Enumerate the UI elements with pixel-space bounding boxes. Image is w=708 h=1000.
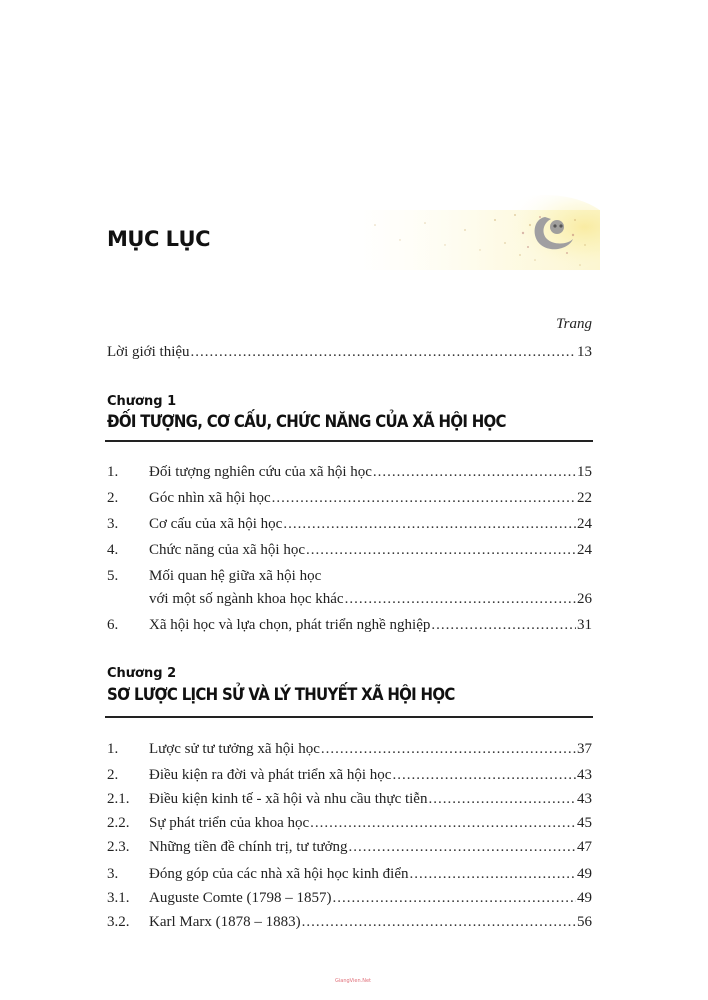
toc-entry-number: 6. — [107, 617, 119, 633]
toc-entry-page: 31 — [577, 617, 592, 633]
toc-entry-number: 3.2. — [107, 914, 130, 930]
watermark-text: GiangVien.Net — [335, 978, 371, 984]
chapter-2-divider — [105, 716, 593, 718]
toc-entry-label: Karl Marx (1878 – 1883) — [149, 914, 301, 930]
toc-entry-label: Góc nhìn xã hội học — [149, 490, 271, 506]
toc-entry-number: 2.3. — [107, 839, 130, 855]
toc-entry-intro[interactable] — [107, 342, 592, 362]
toc-entry[interactable] — [107, 864, 592, 884]
toc-entry-page: 43 — [577, 791, 592, 807]
dot-leader — [283, 514, 576, 534]
toc-entry[interactable] — [107, 462, 592, 482]
page-column-label: Trang — [556, 316, 592, 332]
toc-entry-continuation[interactable] — [107, 589, 592, 609]
toc-entry-number: 2. — [107, 767, 119, 783]
toc-entry[interactable] — [107, 912, 592, 932]
toc-entry-number: 1. — [107, 464, 119, 480]
toc-entry-page: 24 — [577, 542, 592, 558]
dot-leader — [272, 488, 576, 508]
toc-entry-label: Auguste Comte (1798 – 1857) — [149, 890, 332, 906]
toc-entry-label: Lược sử tư tưởng xã hội học — [149, 741, 320, 757]
toc-entry-label: Sự phát triển của khoa học — [149, 815, 310, 831]
toc-entry-label: Điều kiện ra đời và phát triển xã hội học — [149, 767, 392, 783]
toc-entry[interactable] — [107, 813, 592, 833]
toc-entry-number: 4. — [107, 542, 119, 558]
toc-entry-label: Những tiền đề chính trị, tư tưởng — [149, 839, 348, 855]
toc-entry-label: Điều kiện kinh tế - xã hội và nhu cầu thực tiễn — [149, 791, 428, 807]
toc-entry[interactable] — [107, 888, 592, 908]
dot-leader — [321, 739, 576, 759]
toc-entry-label: Đối tượng nghiên cứu của xã hội học — [149, 464, 372, 480]
decorative-ornament-image — [345, 195, 600, 290]
toc-entry-page: 43 — [577, 767, 592, 783]
dot-leader — [392, 765, 576, 785]
toc-entry[interactable] — [107, 739, 592, 759]
toc-entry-page: 37 — [577, 741, 592, 757]
chapter-2-title: SƠ LƯỢC LỊCH SỬ VÀ LÝ THUYẾT XÃ HỘI HỌC — [107, 685, 455, 705]
toc-entry[interactable] — [107, 488, 592, 508]
toc-entry-page: 47 — [577, 839, 592, 855]
chapter-1-divider — [105, 440, 593, 442]
toc-entry-page: 49 — [577, 890, 592, 906]
dot-leader — [310, 813, 576, 833]
dot-leader — [349, 837, 576, 857]
toc-entry-page: 45 — [577, 815, 592, 831]
toc-entry-label: Lời giới thiệu — [107, 344, 190, 360]
toc-entry-number: 2.2. — [107, 815, 130, 831]
toc-entry[interactable] — [107, 615, 592, 635]
toc-entry[interactable] — [107, 540, 592, 560]
toc-entry[interactable] — [107, 789, 592, 809]
toc-entry-page: 15 — [577, 464, 592, 480]
toc-entry[interactable] — [107, 566, 592, 586]
chapter-1-label: Chương 1 — [107, 394, 177, 409]
toc-entry-label: Đóng góp của các nhà xã hội học kinh điển — [149, 866, 409, 882]
toc-entry-page: 56 — [577, 914, 592, 930]
toc-entry-number: 2. — [107, 490, 119, 506]
chapter-2-label: Chương 2 — [107, 666, 177, 681]
toc-entry-label-line1: Mối quan hệ giữa xã hội học — [149, 568, 322, 584]
toc-entry-page: 26 — [577, 591, 592, 607]
dot-leader — [191, 342, 576, 362]
toc-entry-number: 3.1. — [107, 890, 130, 906]
chapter-1-title: ĐỐI TƯỢNG, CƠ CẤU, CHỨC NĂNG CỦA XÃ HỘI HỌC — [107, 412, 506, 432]
toc-entry[interactable] — [107, 514, 592, 534]
toc-entry-page: 24 — [577, 516, 592, 532]
toc-entry[interactable] — [107, 837, 592, 857]
toc-entry-label: Xã hội học và lựa chọn, phát triển nghề nghiệp — [149, 617, 431, 633]
dot-leader — [332, 888, 576, 908]
toc-entry-label: Chức năng của xã hội học — [149, 542, 305, 558]
toc-entry-page: 13 — [577, 344, 592, 360]
page-title: MỤC LỤC — [107, 227, 211, 251]
toc-entry-page: 22 — [577, 490, 592, 506]
toc-entry-number: 1. — [107, 741, 119, 757]
dot-leader — [428, 789, 576, 809]
toc-entry-number: 2.1. — [107, 791, 130, 807]
dot-leader — [302, 912, 576, 932]
toc-entry-number: 5. — [107, 568, 119, 584]
dot-leader — [410, 864, 576, 884]
dot-leader — [345, 589, 576, 609]
toc-entry-page: 49 — [577, 866, 592, 882]
dot-leader — [373, 462, 576, 482]
dot-leader — [306, 540, 576, 560]
toc-entry-number: 3. — [107, 866, 119, 882]
toc-entry-label: với một số ngành khoa học khác — [149, 591, 344, 607]
toc-entry-number: 3. — [107, 516, 119, 532]
toc-entry[interactable] — [107, 765, 592, 785]
toc-entry-label: Cơ cấu của xã hội học — [149, 516, 283, 532]
dot-leader — [431, 615, 576, 635]
